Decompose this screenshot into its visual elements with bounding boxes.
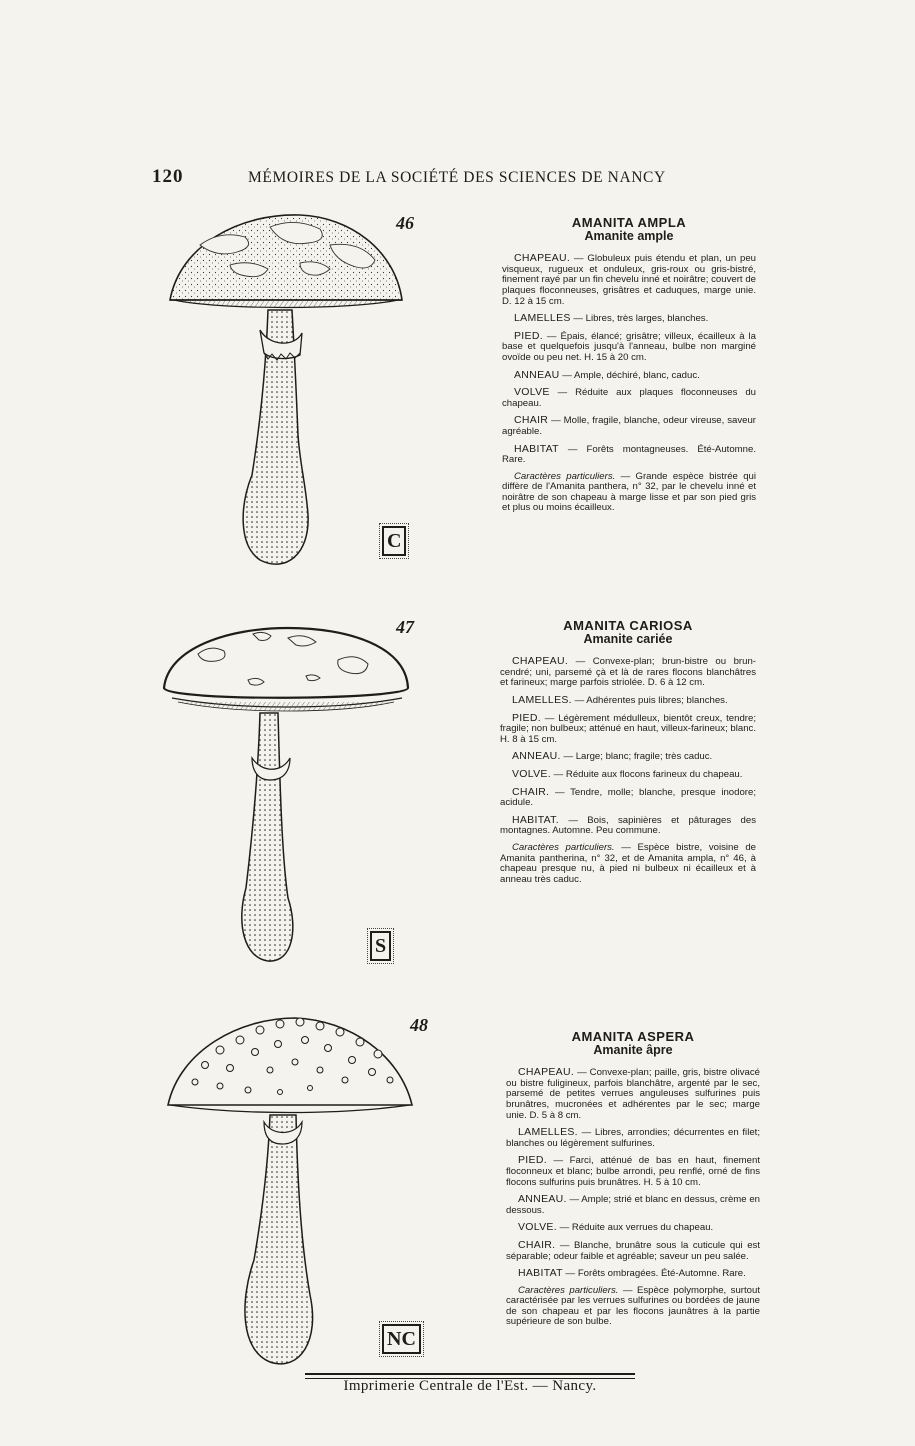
edibility-badge: S xyxy=(370,931,391,961)
species-description-47 xyxy=(500,618,757,891)
species-title: AMANITA AMPLA xyxy=(571,215,687,230)
page-number: 120 xyxy=(152,166,184,187)
page-header xyxy=(152,166,712,190)
species-common-name: Amanite âpre xyxy=(593,1042,673,1057)
mushroom-illustration-46 xyxy=(160,205,420,575)
entry-anneau: ANNEAU — Ample, déchiré, blanc, caduc. xyxy=(514,368,700,381)
edibility-badge: NC xyxy=(382,1324,421,1354)
species-description-48 xyxy=(506,1029,760,1334)
entry-pied: PIED. — Légèrement médulleux, bientôt creux, tendre; fragile; non bulbeux; atténué en haut, villeux-farineux; blanc. H. 8 à 15 cm. xyxy=(500,711,757,745)
entry-pied: PIED. — Farci, atténué de bas en haut, finement floconneux et blanc; bulbe arrondi, peu renflé, orné de fins flocons sulfurins puis brunâtres. H. 5 à 10 cm. xyxy=(506,1154,760,1188)
entry-volve: VOLVE. — Réduite aux flocons farineux du chapeau. xyxy=(512,767,743,780)
footer-rule xyxy=(305,1373,635,1375)
entry-lamelles: LAMELLES — Libres, très larges, blanches. xyxy=(514,312,709,325)
entry-anneau: ANNEAU. — Large; blanc; fragile; très caduc. xyxy=(512,750,713,763)
species-description-46 xyxy=(502,215,756,520)
entry-habitat: HABITAT. — Bois, sapinières et pâturages des montagnes. Automne. Peu commune. xyxy=(500,813,756,837)
plate-number: 46 xyxy=(396,213,414,233)
entry-lamelles: LAMELLES. — Libres, arrondies; décurrentes en filet; blanches ou légèrement sulfurines. xyxy=(506,1126,760,1149)
entry-chair: CHAIR. — Tendre, molle; blanche, presque inodore; acidule. xyxy=(500,785,756,809)
entry-caracteres: Caractères particuliers. — Espèce bistre, voisine de Amanita pantherina, n° 32, et de Amanita ampla, n° 46, à chapeau presque nu, à pied ni bulbeux ni écailleux et à anneau très caduc. xyxy=(500,841,756,885)
entry-chapeau: CHAPEAU. — Globuleux puis étendu et plan, un peu visqueux, rugueux et onduleux, gris-roux ou gris-bistré, finement rayé par un fin chevelu inné et noirâtre; couvert de plaques floconneuses, grisâtres et caduques, marge unie. D. 12 à 15 cm. xyxy=(502,252,756,307)
entry-chair: CHAIR — Molle, fragile, blanche, odeur vireuse, saveur agréable. xyxy=(502,414,756,437)
species-common-name: Amanite cariée xyxy=(583,631,673,646)
entry-habitat: HABITAT — Forêts ombragées. Été-Automne. Rare. xyxy=(518,1267,746,1280)
species-title: AMANITA CARIOSA xyxy=(563,618,693,633)
plate-number: 47 xyxy=(396,617,414,637)
entry-habitat: HABITAT — Forêts montagneuses. Été-Automne. Rare. xyxy=(502,442,756,466)
plate-number: 48 xyxy=(410,1015,428,1035)
running-title: MÉMOIRES DE LA SOCIÉTÉ DES SCIENCES DE NANCY xyxy=(248,169,666,186)
entry-volve: VOLVE. — Réduite aux verrues du chapeau. xyxy=(518,1221,714,1234)
entry-pied: PIED. — Épais, élancé; grisâtre; villeux, écailleux à la base et quelquefois jusqu'à l'anneau, bulbe non marginé ovoïde ou peu net. H. 15 à 20 cm. xyxy=(502,329,756,363)
printer-imprint: Imprimerie Centrale de l'Est. — Nancy. xyxy=(343,1378,597,1394)
species-common-name: Amanite ample xyxy=(584,228,674,243)
entry-volve: VOLVE — Réduite aux plaques floconneuses du chapeau. xyxy=(502,386,756,409)
entry-lamelles: LAMELLES. — Adhérentes puis libres; blanches. xyxy=(512,693,728,706)
species-title: AMANITA ASPERA xyxy=(571,1029,695,1044)
edibility-badge: C xyxy=(382,526,406,556)
entry-caracteres: Caractères particuliers. — Grande espèce bistrée qui diffère de l'Amanita panthera, n° 32, par le chevelu inné et noirâtre de son chapeau à marge lisse et par son pied gris et plus ou moins écailleux. xyxy=(502,470,756,514)
mushroom-illustration-48 xyxy=(160,1010,420,1370)
entry-caracteres: Caractères particuliers. — Espèce polymorphe, surtout caractérisée par les verrues sulfurines ou bordées de jaune de son chapeau et par les flocons jaunâtres à la partie supérieure de son bulbe. xyxy=(506,1284,760,1328)
entry-chapeau: CHAPEAU. — Convexe-plan; paille, gris, bistre olivacé ou bistre fuligineux, parfois blanchâtre, argenté par le sec, parsemé de petites verrues anguleuses sulfurines puis brunâtres, mucronées et adhérentes par le sec; marge unie. D. 5 à 8 cm. xyxy=(506,1066,760,1121)
entry-chapeau: CHAPEAU. — Convexe-plan; brun-bistre ou brun-cendré; uni, parsemé çà et là de rares flocons blanchâtres et farineux; marge parfois striolée. D. 6 à 12 cm. xyxy=(500,655,756,689)
entry-chair: CHAIR. — Blanche, brunâtre sous la cuticule qui est séparable; odeur faible et agréable; saveur un peu salée. xyxy=(506,1238,760,1262)
mushroom-illustration-47 xyxy=(158,618,418,968)
entry-anneau: ANNEAU. — Ample; strié et blanc en dessus, crème en dessous. xyxy=(506,1193,760,1216)
